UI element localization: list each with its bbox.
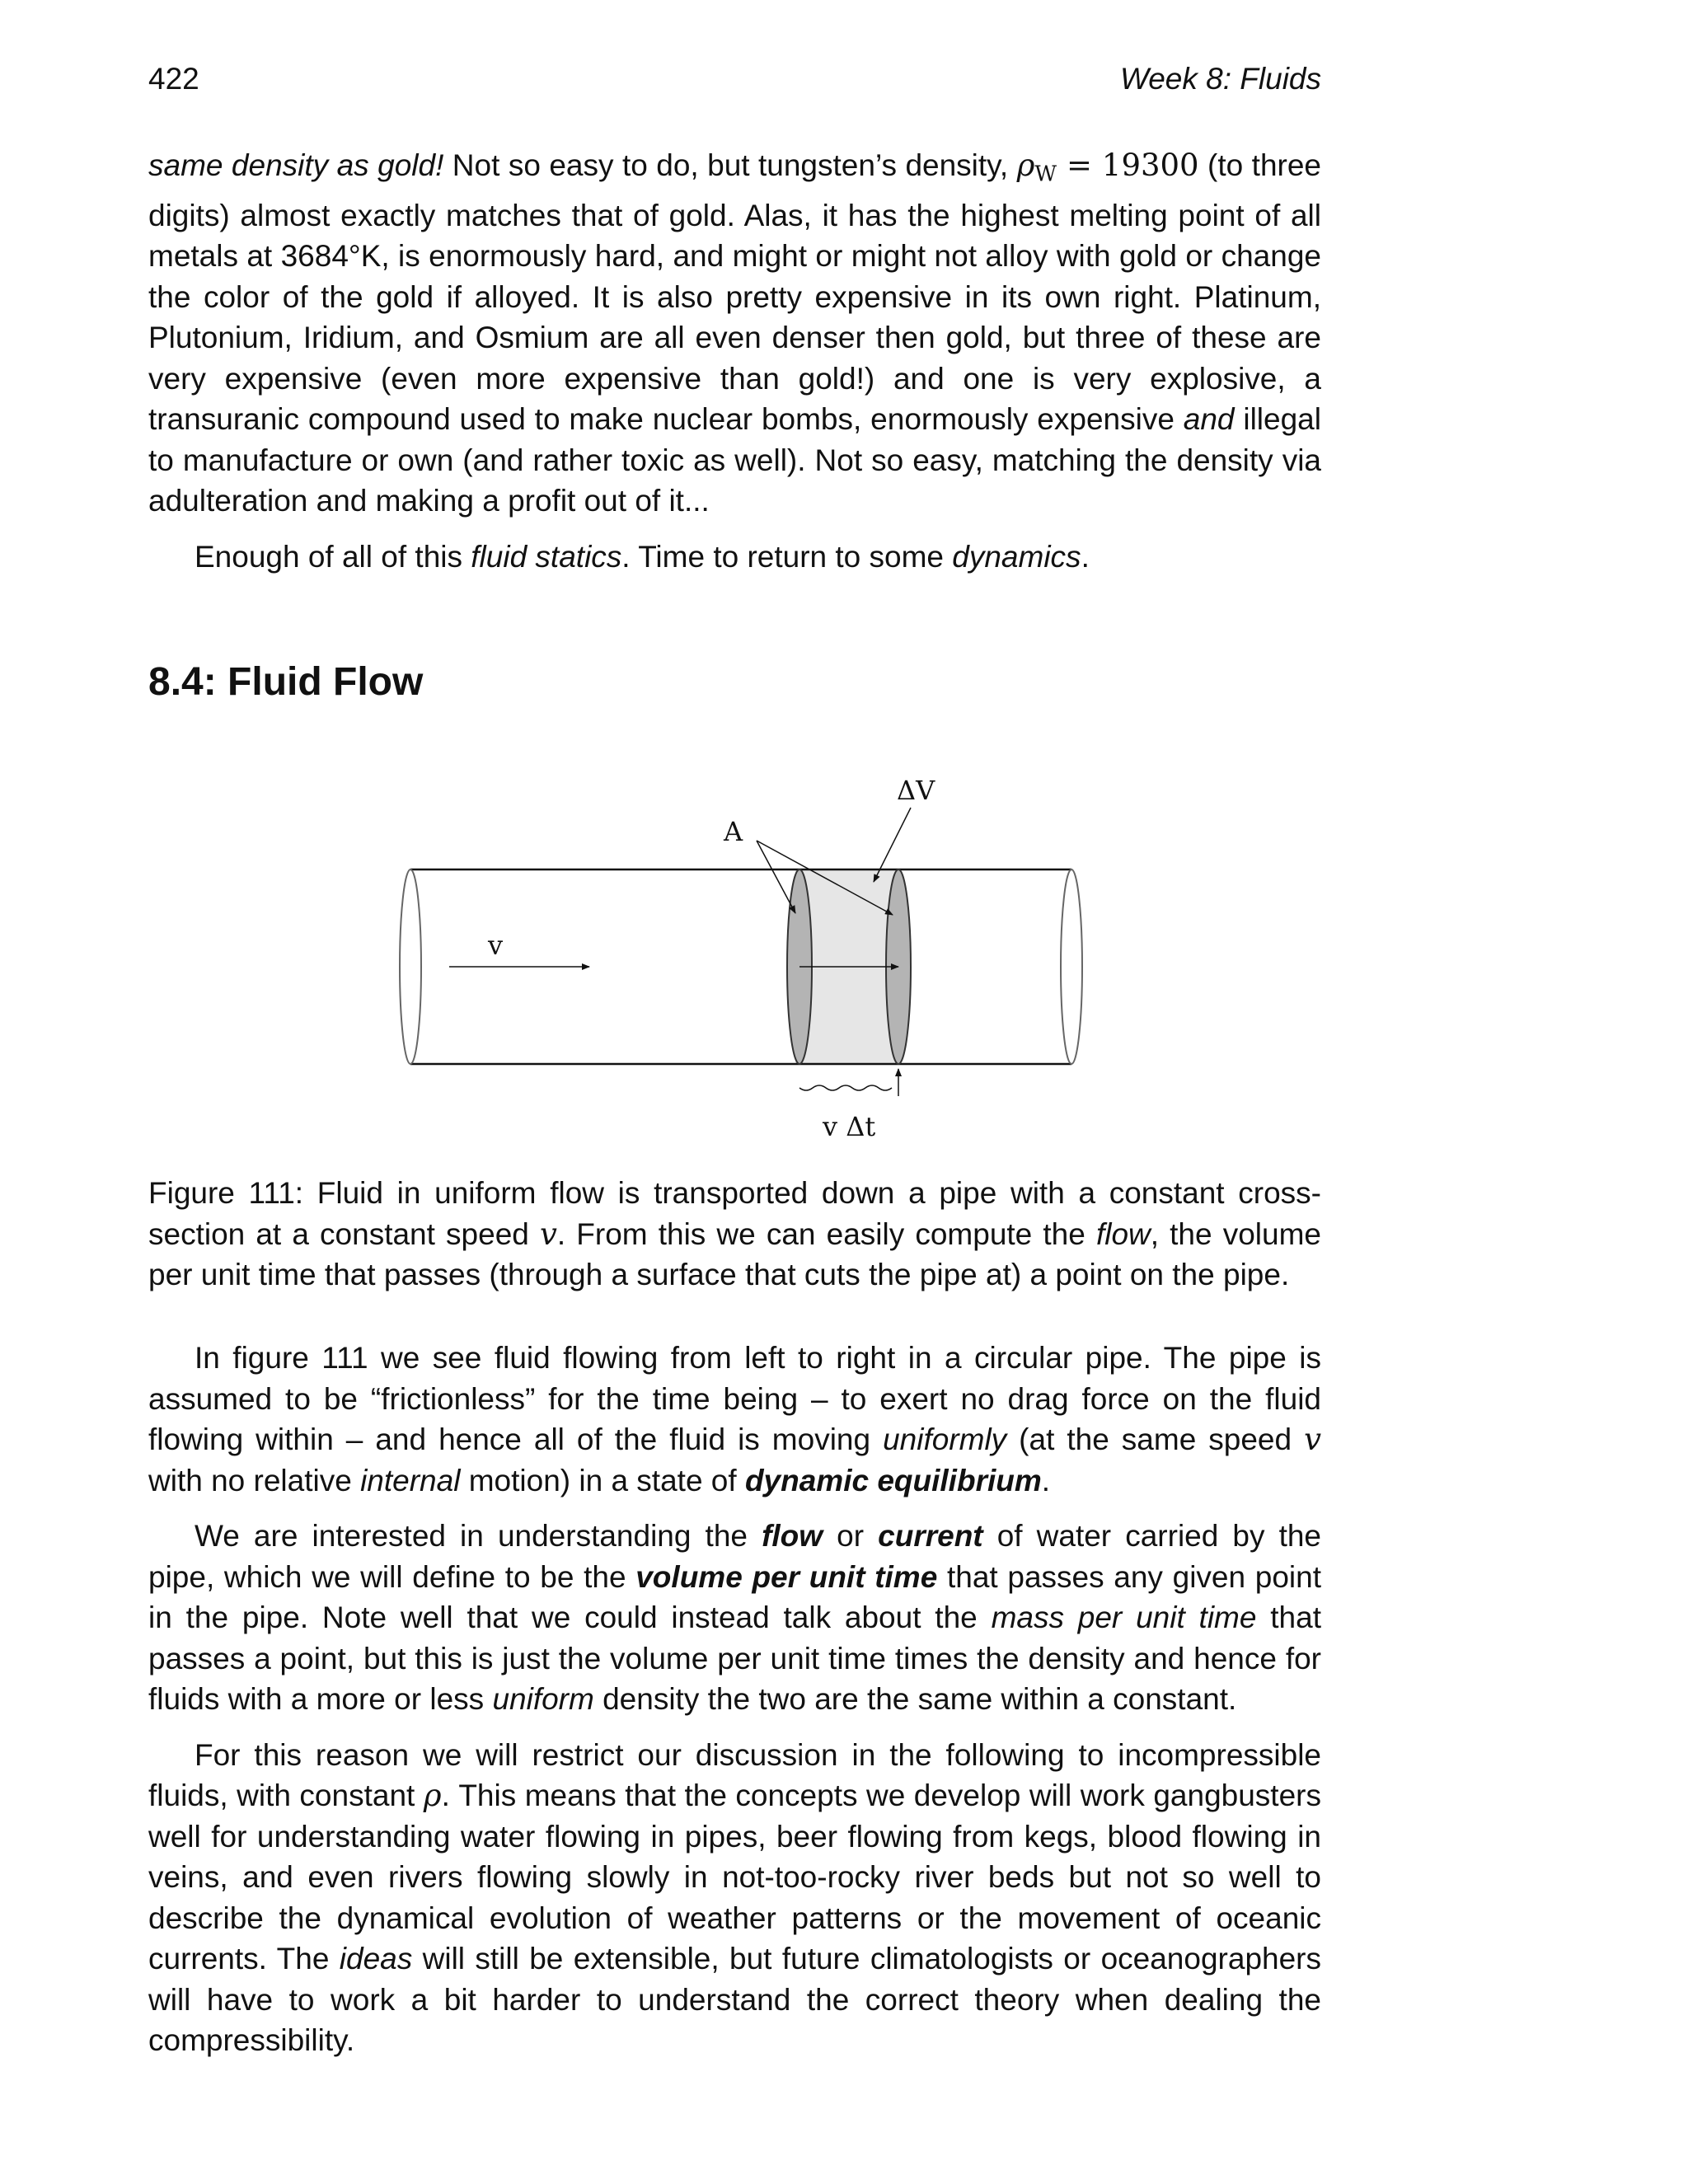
text-block-bottom: [148, 1338, 1321, 2061]
figure-caption: Figure 111: Fluid in uniform flow is transported down a pipe with a constant cross-section at a constant speed v. From this we can easily compute the flow, the volume per unit time that passes (through a surface that cuts the pipe at) a point on the pipe.: [148, 1176, 1321, 1291]
pipe-right-end: [1061, 869, 1082, 1064]
fluid-flow-figure: [379, 766, 1121, 1154]
label-velocity: v: [488, 930, 504, 961]
paragraph-4: We are interested in understanding the flow or current of water carried by the pipe, which we will define to be the volume per unit time that passes any given point in the pipe. Note well that we could instead talk about the mass per unit time that passes a point, but this is just the volume per unit time times the density and hence for fluids with a more or less uniform density the two are the same within a constant.: [148, 1519, 1321, 1716]
text-block-top: [148, 145, 1321, 577]
label-area: A: [724, 816, 743, 847]
pipe-left-end: [400, 869, 421, 1064]
v-dt-bracket: [799, 1085, 892, 1090]
running-head: Week 8: Fluids: [1119, 62, 1321, 96]
paragraph-3: In figure 111 we see fluid flowing from left to right in a circular pipe. The pipe is assumed to be “frictionless” for the time being – to exert no drag force on the fluid flowing within – and hence all of the fluid is moving uniformly (at the same speed v with no relative internal motion) in a state of dynamic equilibrium.: [148, 1341, 1321, 1497]
paragraph-5: For this reason we will restrict our discussion in the following to incompressible fluids, with constant ρ. This means that the concepts we develop will work gangbusters well for understanding water flowing in pipes, beer flowing from kegs, blood flowing in veins, and even rivers flowing slowly in not-too-rocky river beds but not so well to describe the dynamical evolution of weather patterns or the movement of oceanic currents. The ideas will still be extensible, but future climatologists or oceanographers will have to work a bit harder to understand the correct theory when dealing the compressibility.: [148, 1737, 1321, 2057]
label-delta-v: ΔV: [897, 775, 935, 806]
page-number: 422: [148, 62, 199, 96]
paragraph-1: same density as gold! Not so easy to do, but tungsten’s density, $\rho_W = 19300$ (to three digits) almost exactly matches that of gold. Alas, it has the highest melting point of all metals at 3684°K, is enormously hard, and might or might not alloy with gold or change the color of the gold if alloyed. It is also pretty expensive in its own right. Platinum, Plutonium, Iridium, and Osmium are all even denser then gold, but three of these are very expensive (even more expensive than gold!) and one is very explosive, a transuranic compound used to make nuclear bombs, enormously expensive and illegal to manufacture or own (and rather toxic as well). Not so easy, matching the density via adulteration and making a profit out of it...: [148, 148, 1322, 518]
paragraph-2: Enough of all of this fluid statics. Time to return to some dynamics.: [195, 539, 1090, 574]
label-v-delta-t: v Δt: [823, 1111, 876, 1142]
section-title: 8.4: Fluid Flow: [148, 660, 424, 704]
